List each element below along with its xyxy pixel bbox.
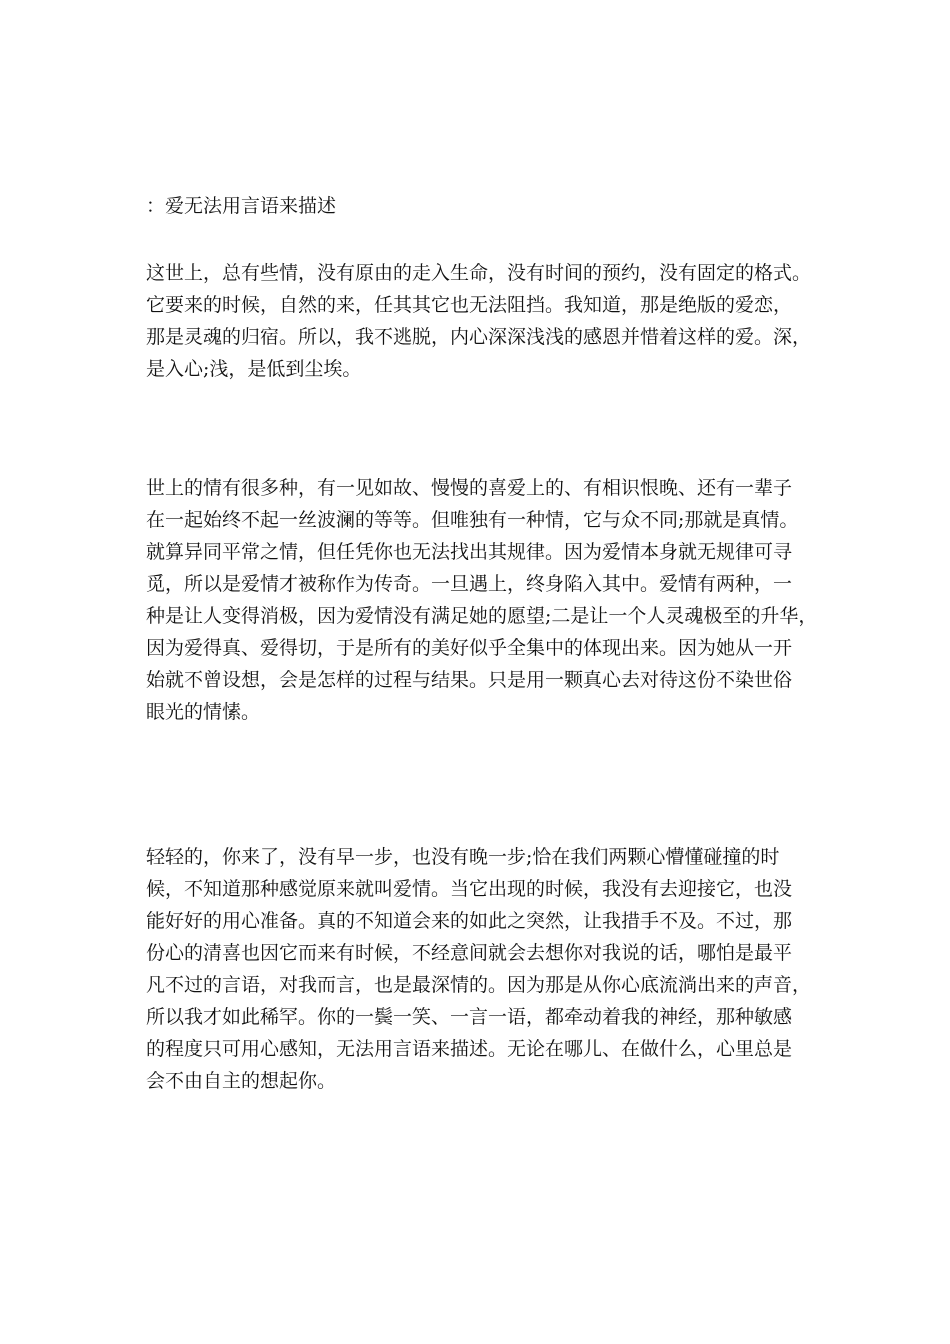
paragraph-line: 份心的清喜也因它而来有时候，不经意间就会去想你对我说的话，哪怕是最平 — [146, 942, 793, 964]
document-title: ：爱无法用言语来描述 — [146, 195, 337, 217]
paragraph-line: 所以我才如此稀罕。你的一鬓一笑、一言一语，都牵动着我的神经，那种敏感 — [146, 1006, 793, 1028]
paragraph-line: 轻轻的，你来了，没有早一步，也没有晚一步;恰在我们两颗心懵懂碰撞的时 — [146, 846, 780, 868]
paragraph-line: 就算异同平常之情，但任凭你也无法找出其规律。因为爱情本身就无规律可寻 — [146, 541, 793, 563]
paragraph-line: 这世上，总有些情，没有原由的走入生命，没有时间的预约，没有固定的格式。 — [146, 262, 812, 284]
paragraph-line: 那是灵魂的归宿。所以，我不逃脱，内心深深浅浅的感恩并惜着这样的爱。深， — [146, 326, 812, 348]
paragraph-2 — [146, 472, 826, 728]
paragraph-line: 觅，所以是爱情才被称作为传奇。一旦遇上，终身陷入其中。爱情有两种，一 — [146, 573, 793, 595]
paragraph-1 — [146, 257, 826, 385]
paragraph-3 — [146, 841, 826, 1097]
paragraph-line: 始就不曾设想，会是怎样的过程与结果。只是用一颗真心去对待这份不染世俗 — [146, 669, 793, 691]
paragraph-line: 的程度只可用心感知，无法用言语来描述。无论在哪儿、在做什么，心里总是 — [146, 1038, 793, 1060]
paragraph-line: 世上的情有很多种，有一见如故、慢慢的喜爱上的、有相识恨晚、还有一辈子 — [146, 477, 793, 499]
paragraph-line: 候，不知道那种感觉原来就叫爱情。当它出现的时候，我没有去迎接它，也没 — [146, 878, 793, 900]
paragraph-line: 种是让人变得消极，因为爱情没有满足她的愿望;二是让一个人灵魂极至的升华， — [146, 605, 818, 627]
paragraph-line: 它要来的时候，自然的来，任其其它也无法阻挡。我知道，那是绝版的爱恋， — [146, 294, 793, 316]
paragraph-line: 是入心;浅，是低到尘埃。 — [146, 358, 362, 380]
paragraph-line: 会不由自主的想起你。 — [146, 1070, 337, 1092]
paragraph-line: 眼光的情愫。 — [146, 701, 261, 723]
paragraph-line: 能好好的用心准备。真的不知道会来的如此之突然，让我措手不及。不过，那 — [146, 910, 793, 932]
paragraph-line: 凡不过的言语，对我而言，也是最深情的。因为那是从你心底流淌出来的声音， — [146, 974, 812, 996]
paragraph-line: 在一起始终不起一丝波澜的等等。但唯独有一种情，它与众不同;那就是真情。 — [146, 509, 799, 531]
paragraph-line: 因为爱得真、爱得切，于是所有的美好似乎全集中的体现出来。因为她从一开 — [146, 637, 793, 659]
